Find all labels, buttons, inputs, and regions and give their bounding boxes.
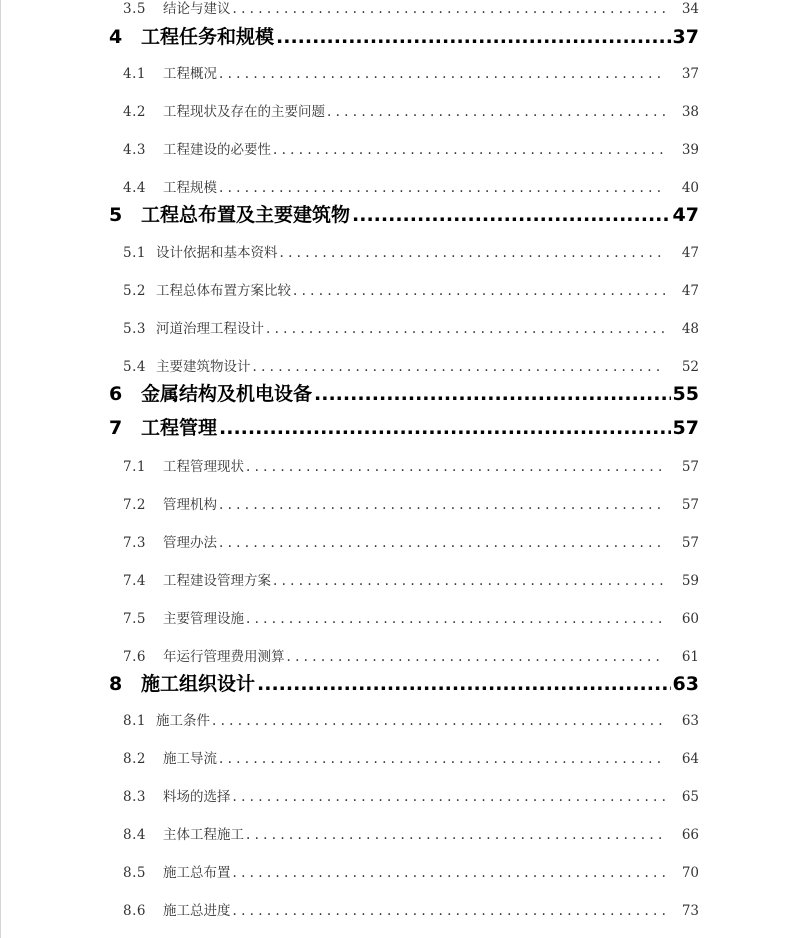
- toc-entry-title: 工程总体布置方案比较: [156, 283, 291, 299]
- toc-entry-page: 65: [681, 789, 699, 805]
- toc-entry-page: 37: [681, 66, 699, 82]
- toc-entry-5-3[interactable]: [123, 317, 699, 337]
- toc-entry-title: 工程管理现状: [163, 459, 244, 475]
- toc-entry-number: 8.4: [123, 827, 146, 843]
- toc-entry-7-5[interactable]: [123, 607, 699, 627]
- toc-entry-page: 60: [681, 611, 699, 627]
- toc-entry-title: 管理办法: [163, 535, 217, 551]
- toc-entry-title: 工程建设管理方案: [163, 573, 271, 589]
- toc-entry-number: 8.6: [123, 903, 146, 919]
- dot-leader: [327, 104, 665, 120]
- toc-entry-page: 64: [681, 751, 699, 767]
- toc-entry-title: 工程现状及存在的主要问题: [163, 104, 325, 120]
- toc-entry-8-1[interactable]: [123, 709, 699, 729]
- toc-entry-page: 57: [681, 535, 699, 551]
- toc-entry-title: 河道治理工程设计: [156, 321, 264, 337]
- toc-entry-title: 施工条件: [156, 713, 210, 729]
- dot-leader: [246, 827, 665, 843]
- toc-entry-number: 4.1: [123, 66, 146, 82]
- toc-entry-8-4[interactable]: [123, 823, 699, 843]
- dot-leader: [219, 180, 665, 196]
- dot-leader: [266, 321, 665, 337]
- toc-entry-title: 工程建设的必要性: [163, 142, 271, 158]
- toc-entry-8-6[interactable]: [123, 899, 699, 919]
- toc-entry-title: 主要建筑物设计: [156, 359, 251, 375]
- dot-leader: [276, 26, 671, 48]
- dot-leader: [233, 1, 666, 17]
- toc-chapter-page: 47: [672, 204, 699, 226]
- dot-leader: [219, 497, 665, 513]
- toc-entry-4-1[interactable]: [123, 62, 699, 82]
- dot-leader: [233, 903, 666, 919]
- dot-leader: [246, 459, 665, 475]
- toc-entry-7-4[interactable]: [123, 569, 699, 589]
- toc-entry-number: 5.2: [123, 283, 146, 299]
- toc-entry-page: 47: [681, 245, 699, 261]
- toc-entry-number: 4.2: [123, 104, 146, 120]
- toc-entry-title: 设计依据和基本资料: [156, 245, 278, 261]
- dot-leader: [287, 649, 666, 665]
- toc-entry-number: 7.3: [123, 535, 146, 551]
- toc-entry-4-3[interactable]: [123, 138, 699, 158]
- toc-entry-page: 40: [681, 180, 699, 196]
- toc-chapter-7[interactable]: [109, 413, 699, 440]
- toc-chapter-page: 55: [672, 383, 699, 405]
- toc-entry-page: 66: [681, 827, 699, 843]
- toc-entry-number: 8.1: [123, 713, 146, 729]
- dot-leader: [314, 383, 671, 405]
- toc-entry-number: 4.3: [123, 142, 146, 158]
- toc-entry-title: 料场的选择: [163, 789, 231, 805]
- toc-entry-title: 施工总布置: [163, 865, 231, 881]
- toc-entry-number: 5.4: [123, 359, 146, 375]
- toc-chapter-page: 57: [672, 417, 699, 439]
- dot-leader: [273, 573, 665, 589]
- toc-entry-4-2[interactable]: [123, 100, 699, 120]
- toc-entry-8-2[interactable]: [123, 747, 699, 767]
- toc-entry-page: 47: [681, 283, 699, 299]
- toc-entry-page: 38: [681, 104, 699, 120]
- toc-entry-number: 8.3: [123, 789, 146, 805]
- dot-leader: [293, 283, 665, 299]
- toc-entry-page: 52: [681, 359, 699, 375]
- toc-chapter-6[interactable]: [109, 379, 699, 406]
- toc-chapter-title: 金属结构及机电设备: [141, 383, 313, 405]
- dot-leader: [280, 245, 666, 261]
- toc-entry-page: 57: [681, 459, 699, 475]
- dot-leader: [219, 535, 665, 551]
- toc-entry-number: 5.3: [123, 321, 146, 337]
- toc-entry-5-2[interactable]: [123, 279, 699, 299]
- toc-entry-8-3[interactable]: [123, 785, 699, 805]
- toc-entry-number: 5.1: [123, 245, 146, 261]
- toc-entry-title: 主要管理设施: [163, 611, 244, 627]
- toc-entry-7-6[interactable]: [123, 645, 699, 665]
- toc-entry-title: 工程概况: [163, 66, 217, 82]
- toc-chapter-title: 工程任务和规模: [141, 26, 275, 48]
- dot-leader: [219, 66, 665, 82]
- toc-entry-number: 3.5: [123, 1, 146, 17]
- toc-entry-page: 73: [681, 903, 699, 919]
- toc-chapter-8[interactable]: [109, 669, 699, 696]
- toc-entry-number: 8.5: [123, 865, 146, 881]
- toc-chapter-number: 8: [109, 673, 123, 695]
- toc-chapter-number: 6: [109, 383, 123, 405]
- toc-entry-3-5[interactable]: [123, 0, 699, 17]
- dot-leader: [233, 865, 666, 881]
- toc-chapter-title: 工程总布置及主要建筑物: [141, 204, 351, 226]
- toc-chapter-4[interactable]: [109, 22, 699, 49]
- toc-chapter-title: 工程管理: [141, 417, 218, 439]
- toc-entry-number: 8.2: [123, 751, 146, 767]
- toc-entry-number: 7.2: [123, 497, 146, 513]
- toc-entry-title: 结论与建议: [163, 1, 231, 17]
- toc-entry-number: 7.5: [123, 611, 146, 627]
- toc-entry-title: 主体工程施工: [163, 827, 244, 843]
- toc-chapter-title: 施工组织设计: [141, 673, 256, 695]
- toc-chapter-number: 4: [109, 26, 123, 48]
- toc-entry-page: 70: [681, 865, 699, 881]
- dot-leader: [212, 713, 665, 729]
- toc-entry-number: 7.4: [123, 573, 146, 589]
- toc-entry-page: 39: [681, 142, 699, 158]
- toc-entry-7-3[interactable]: [123, 531, 699, 551]
- toc-entry-5-1[interactable]: [123, 241, 699, 261]
- toc-entry-7-1[interactable]: [123, 455, 699, 475]
- toc-entry-7-2[interactable]: [123, 493, 699, 513]
- dot-leader: [219, 417, 671, 439]
- toc-entry-page: 61: [681, 649, 699, 665]
- dot-leader: [257, 673, 671, 695]
- dot-leader: [233, 789, 666, 805]
- toc-entry-number: 4.4: [123, 180, 146, 196]
- toc-entry-title: 施工总进度: [163, 903, 231, 919]
- toc-entry-page: 63: [681, 713, 699, 729]
- toc-chapter-5[interactable]: [109, 200, 699, 227]
- toc-chapter-page: 37: [672, 26, 699, 48]
- dot-leader: [352, 204, 671, 226]
- toc-entry-8-5[interactable]: [123, 861, 699, 881]
- toc-entry-title: 管理机构: [163, 497, 217, 513]
- toc-chapter-page: 63: [672, 673, 699, 695]
- toc-chapter-number: 7: [109, 417, 123, 439]
- toc-entry-page: 59: [681, 573, 699, 589]
- toc-entry-page: 48: [681, 321, 699, 337]
- toc-entry-page: 57: [681, 497, 699, 513]
- dot-leader: [246, 611, 665, 627]
- toc-entry-page: 34: [681, 1, 699, 17]
- toc-entry-4-4[interactable]: [123, 176, 699, 196]
- toc-entry-5-4[interactable]: [123, 355, 699, 375]
- toc-entry-title: 施工导流: [163, 751, 217, 767]
- toc-entry-title: 工程规模: [163, 180, 217, 196]
- toc-entry-number: 7.6: [123, 649, 146, 665]
- dot-leader: [219, 751, 665, 767]
- toc-chapter-number: 5: [109, 204, 123, 226]
- dot-leader: [253, 359, 666, 375]
- toc-entry-number: 7.1: [123, 459, 146, 475]
- toc-entry-title: 年运行管理费用测算: [163, 649, 285, 665]
- dot-leader: [273, 142, 665, 158]
